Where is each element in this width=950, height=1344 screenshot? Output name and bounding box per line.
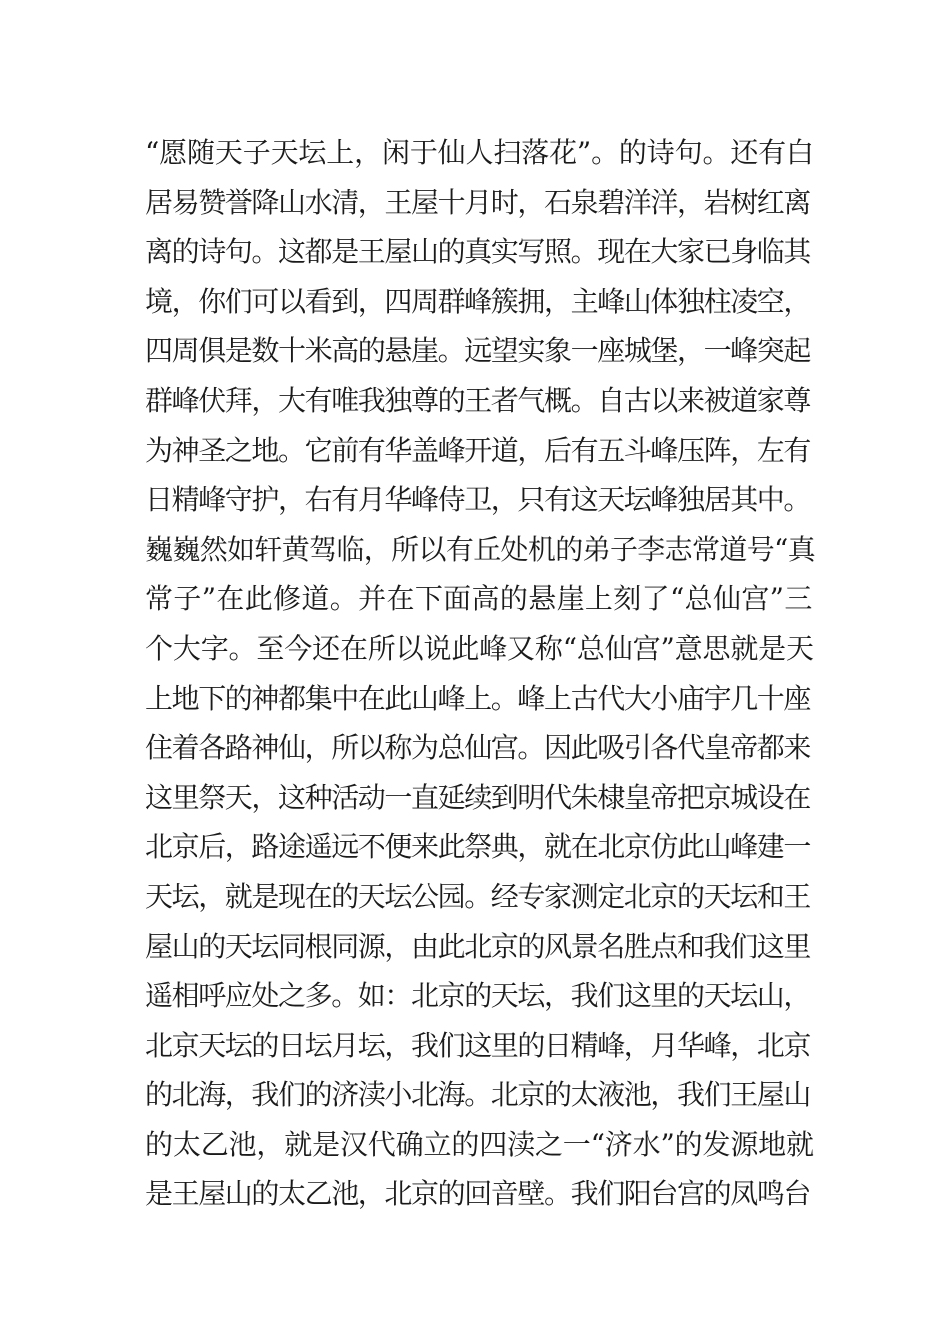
text-line: 四周俱是数十米高的悬崖。远望实象一座城堡，一峰突起 (145, 334, 811, 368)
text-line: 这里祭天，这种活动一直延续到明代朱棣皇帝把京城设在 (145, 780, 811, 814)
text-line: “愿随天子天坛上，闲于仙人扫落花”。的诗句。还有白 (145, 136, 814, 169)
text-line: 巍巍然如轩黄驾临，所以有丘处机的弟子李志常道号“真 (145, 532, 816, 566)
text-line: 屋山的天坛同根同源，由此北京的风景名胜点和我们这里 (145, 929, 811, 963)
text-line: 的太乙池，就是汉代确立的四渎之一“济水”的发源地就 (145, 1127, 814, 1161)
text-line: 的北海，我们的济渎小北海。北京的太液池，我们王屋山 (145, 1078, 811, 1112)
text-line: 离的诗句。这都是王屋山的真实写照。现在大家已身临其 (145, 235, 811, 269)
text-line: 住着各路神仙，所以称为总仙宫。因此吸引各代皇帝都来 (145, 731, 811, 765)
body-text (145, 128, 815, 1219)
text-line: 群峰伏拜，大有唯我独尊的王者气概。自古以来被道家尊 (145, 383, 811, 417)
text-line: 天坛，就是现在的天坛公园。经专家测定北京的天坛和王 (145, 879, 811, 913)
text-line: 常子”在此修道。并在下面高的悬崖上刻了“总仙宫”三 (145, 582, 813, 616)
text-line: 北京后，路途遥远不便来此祭典，就在北京仿此山峰建一 (145, 830, 811, 864)
text-line: 境，你们可以看到，四周群峰簇拥，主峰山体独柱凌空， (145, 284, 811, 318)
text-line: 日精峰守护，右有月华峰侍卫，只有这天坛峰独居其中。 (145, 483, 811, 517)
text-line: 为神圣之地。它前有华盖峰开道，后有五斗峰压阵，左有 (145, 433, 811, 467)
text-line: 是王屋山的太乙池，北京的回音壁。我们阳台宫的凤鸣台 (145, 1177, 811, 1211)
text-line: 遥相呼应处之多。如：北京的天坛，我们这里的天坛山， (145, 979, 811, 1013)
text-line: 居易赞誉降山水清，王屋十月时，石泉碧洋洋，岩树红离 (145, 185, 811, 219)
text-line: 北京天坛的日坛月坛，我们这里的日精峰，月华峰，北京 (145, 1028, 811, 1062)
text-line: 个大字。至今还在所以说此峰又称“总仙宫”意思就是天 (145, 631, 814, 665)
text-line: 上地下的神都集中在此山峰上。峰上古代大小庙宇几十座 (145, 681, 811, 715)
